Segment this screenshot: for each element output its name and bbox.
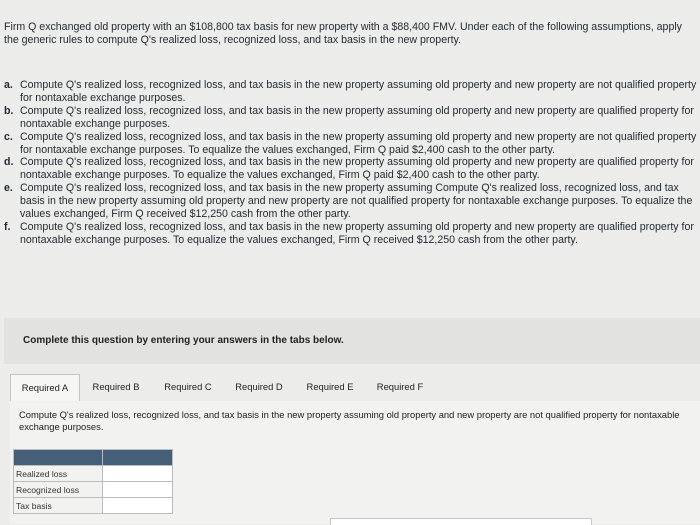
assumption-list bbox=[4, 79, 698, 247]
item-text: Compute Q's realized loss, recognized loss, and tax basis in the new property assuming old property and new property are not qualified property for nontaxable exchange purposes. bbox=[20, 79, 697, 104]
tab-required-d[interactable]: Required D bbox=[235, 381, 283, 392]
table-header-cell bbox=[14, 450, 103, 466]
item-text: Compute Q's realized loss, recognized loss, and tax basis in the new property assuming old property and new property are qualified property for nontaxable exchange purposes. To equalize the values exchanged, Firm Q received $12,250 cash from the other party. bbox=[20, 220, 694, 246]
item-text: Compute Q's realized loss, recognized loss, and tax basis in the new property assuming old property and new property are qualified property for nontaxable exchange purposes. bbox=[20, 104, 694, 130]
table-row bbox=[14, 482, 173, 498]
tab-question: Compute Q's realized loss, recognized loss, and tax basis in the new property assuming old property and new property are not qualified property for nontaxable exchange purposes. bbox=[19, 409, 680, 433]
item-letter: b. bbox=[4, 104, 14, 117]
assumption-item-b bbox=[4, 105, 698, 131]
item-letter: f. bbox=[4, 220, 11, 233]
item-text: Compute Q's realized loss, recognized loss, and tax basis in the new property assuming Compute Q's realized loss, recognized loss, and tax basis in the new property assuming old property and new property are not qualified property for nontaxable exchange purposes. To equalize the values exchanged, Firm Q received $12,250 cash from the other party. bbox=[20, 182, 693, 221]
tab-panel-required-a bbox=[10, 401, 700, 524]
instruction-box bbox=[4, 318, 700, 364]
item-text: Compute Q's realized loss, recognized loss, and tax basis in the new property assuming old property and new property are qualified property for nontaxable exchange purposes. To equalize the values exchanged, Firm Q paid $2,400 cash to the other party. bbox=[20, 156, 694, 182]
table-row bbox=[14, 466, 173, 482]
tab-required-c[interactable]: Required C bbox=[164, 381, 212, 392]
row-label-tax-basis: Tax basis bbox=[14, 498, 103, 514]
item-letter: c. bbox=[4, 130, 13, 143]
assumption-item-c bbox=[4, 131, 698, 157]
assumption-item-e bbox=[4, 182, 698, 221]
assumption-item-d bbox=[4, 156, 698, 182]
problem-intro: Firm Q exchanged old property with an $108,800 tax basis for new property with a $88,400 FMV. Under each of the following assumptions, apply the generic rules to compute Q's realized loss, recognized loss, and tax basis in the new property. bbox=[4, 21, 682, 47]
table-header-row bbox=[14, 450, 173, 466]
assumption-item-f bbox=[4, 221, 698, 247]
row-label-recognized-loss: Recognized loss bbox=[14, 482, 103, 498]
assumption-item-a bbox=[4, 79, 698, 105]
table-row bbox=[14, 498, 173, 514]
item-text: Compute Q's realized loss, recognized loss, and tax basis in the new property assuming old property and new property are not qualified property for nontaxable exchange purposes. To equalize the values exchanged, Firm Q paid $2,400 cash to the other party. bbox=[20, 130, 697, 156]
item-letter: d. bbox=[4, 156, 14, 169]
recognized-loss-input[interactable] bbox=[103, 482, 173, 498]
tab-required-f[interactable]: Required F bbox=[376, 381, 424, 392]
realized-loss-input[interactable] bbox=[103, 466, 173, 482]
instruction-text: Complete this question by entering your answers in the tabs below. bbox=[23, 335, 344, 346]
tab-required-e[interactable]: Required E bbox=[306, 381, 354, 392]
item-letter: a. bbox=[4, 79, 13, 91]
item-letter: e. bbox=[4, 182, 13, 195]
required-tabs bbox=[10, 374, 700, 402]
tax-basis-input[interactable] bbox=[103, 498, 173, 514]
answer-table bbox=[13, 449, 173, 514]
tab-required-b[interactable]: Required B bbox=[92, 381, 140, 392]
row-label-realized-loss: Realized loss bbox=[14, 466, 103, 482]
table-header-cell bbox=[103, 450, 173, 466]
tab-required-a[interactable]: Required A bbox=[10, 374, 80, 402]
